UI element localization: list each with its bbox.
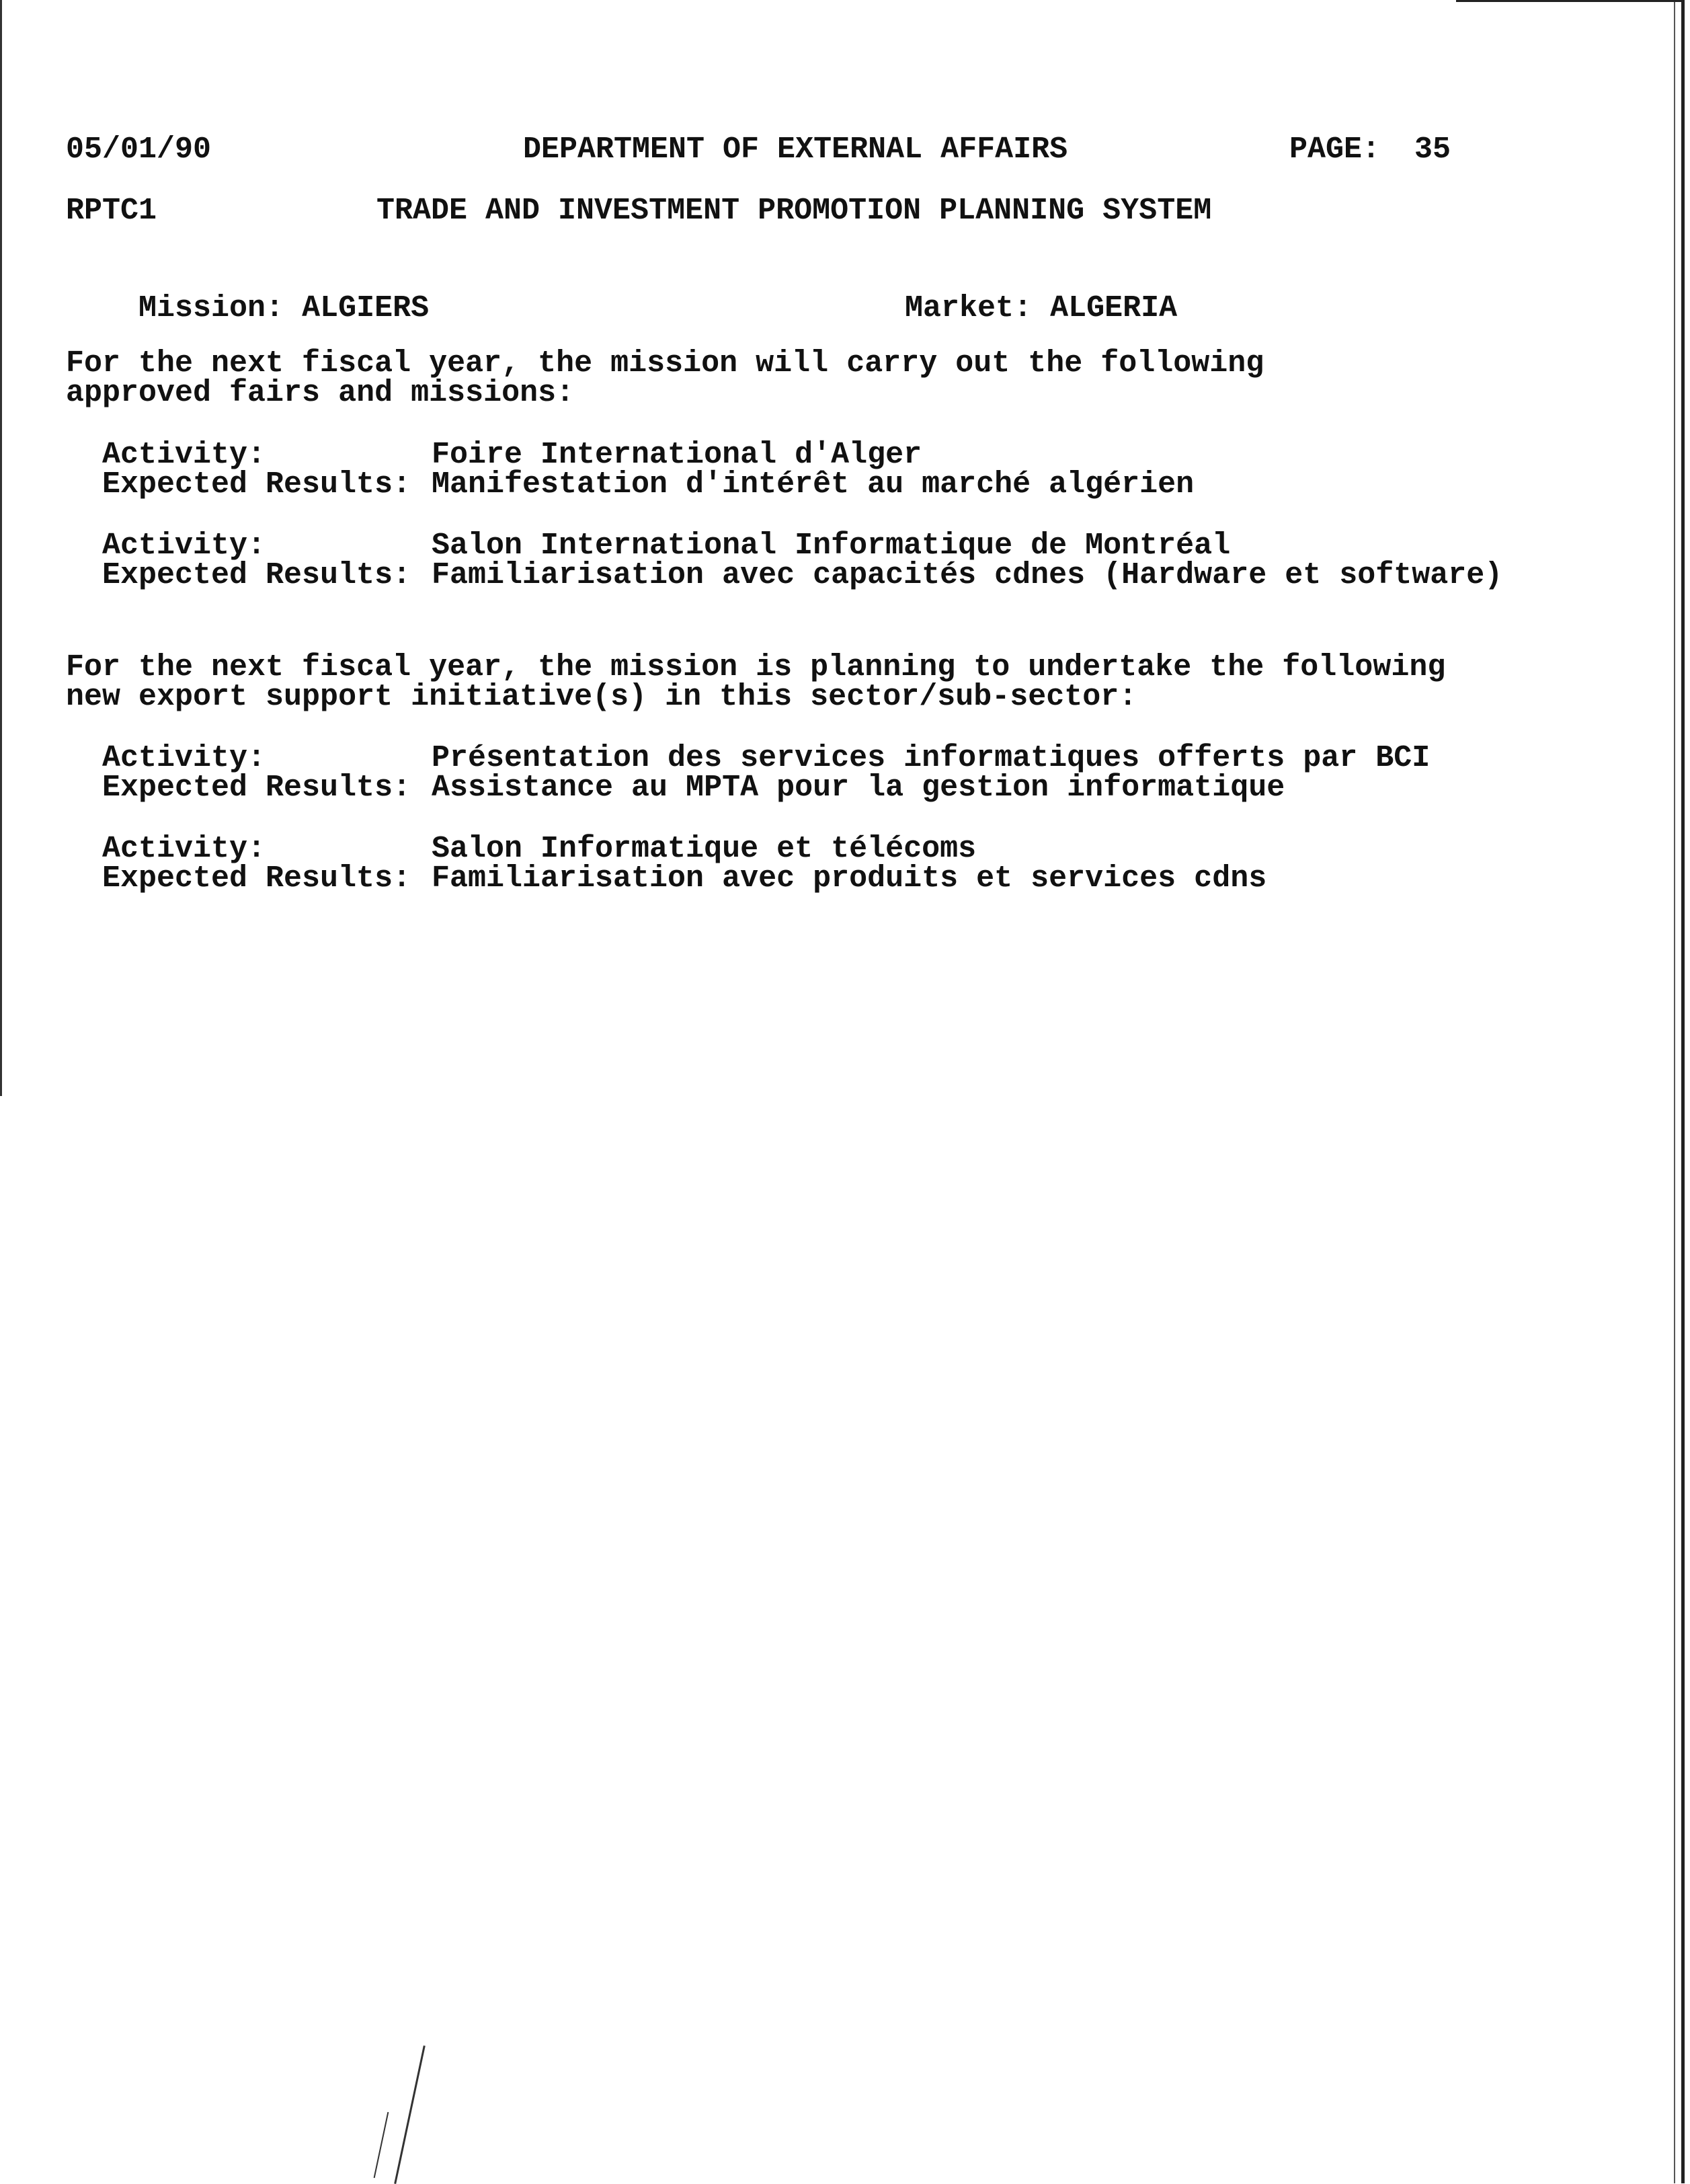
- expected-results-label: Expected Results:: [102, 861, 411, 896]
- activity-value: Salon Informatique et télécoms: [432, 832, 977, 866]
- mission-value: ALGIERS: [302, 291, 430, 325]
- pen-mark: [394, 2045, 426, 2184]
- expected-results-label: Expected Results:: [102, 558, 411, 592]
- pen-mark-small: [374, 2112, 389, 2178]
- section2-intro-line1: For the next fiscal year, the mission is planning to undertake the following: [66, 650, 1446, 685]
- activity-value: Présentation des services informatiques offerts par BCI: [432, 741, 1431, 775]
- scan-edge-right: [1681, 0, 1685, 2183]
- scan-edge-top: [1456, 0, 1685, 2]
- activity-label: Activity:: [102, 832, 266, 866]
- activity-label: Activity:: [102, 438, 266, 472]
- activity-label: Activity:: [102, 741, 266, 775]
- page-number: 35: [1414, 132, 1451, 167]
- expected-results-value: Assistance au MPTA pour la gestion informatique: [432, 771, 1285, 805]
- mission-label: Mission:: [138, 291, 284, 325]
- expected-results-value: Familiarisation avec capacités cdnes (Hardware et software): [432, 558, 1503, 592]
- report-code: RPTC1: [66, 194, 157, 228]
- section1-intro-line2: approved fairs and missions:: [66, 376, 575, 410]
- department-title: DEPARTMENT OF EXTERNAL AFFAIRS: [523, 132, 1068, 167]
- scan-edge-left: [0, 0, 2, 1096]
- system-title: TRADE AND INVESTMENT PROMOTION PLANNING SYSTEM: [376, 194, 1212, 228]
- scan-edge-right-inner: [1674, 0, 1675, 2183]
- expected-results-value: Familiarisation avec produits et services cdns: [432, 861, 1267, 896]
- market-label: Market:: [905, 291, 1033, 325]
- section2-intro-line2: new export support initiative(s) in this sector/sub-sector:: [66, 680, 1137, 714]
- page-label: PAGE:: [1289, 132, 1381, 167]
- expected-results-label: Expected Results:: [102, 771, 411, 805]
- activity-value: Salon International Informatique de Montréal: [432, 529, 1231, 563]
- expected-results-value: Manifestation d'intérêt au marché algérien: [432, 467, 1195, 502]
- activity-label: Activity:: [102, 529, 266, 563]
- market-value: ALGERIA: [1050, 291, 1178, 325]
- report-date: 05/01/90: [66, 132, 212, 167]
- expected-results-label: Expected Results:: [102, 467, 411, 502]
- section1-intro-line1: For the next fiscal year, the mission will carry out the following: [66, 346, 1264, 381]
- activity-value: Foire International d'Alger: [432, 438, 922, 472]
